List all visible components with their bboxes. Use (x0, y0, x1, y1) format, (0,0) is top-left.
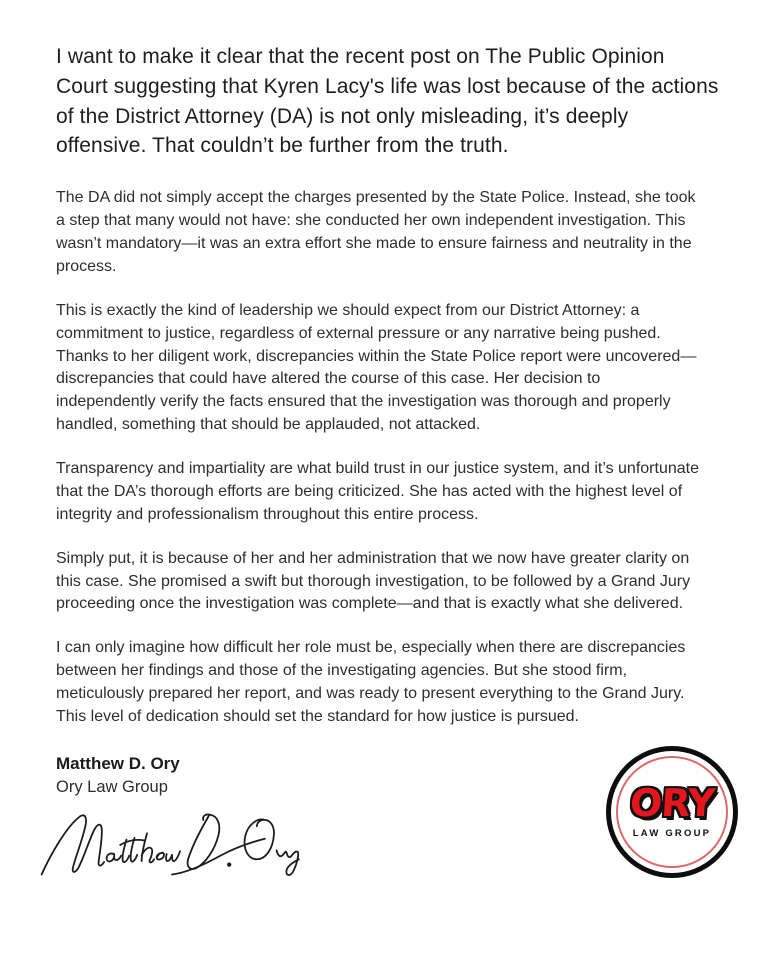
signer-organization: Ory Law Group (56, 777, 168, 796)
logo-inner-ring (616, 756, 728, 868)
logo-subtitle: LAW GROUP (632, 828, 712, 840)
statement-headline: I want to make it clear that the recent post on The Public Opinion Court suggesting that Kyren Lacy's life was lost because of the actions of the District Attorney (DA) is not only misleading, it’s deeply offensive. That couldn’t be further from the truth. (56, 45, 719, 158)
statement-paragraph: This is exactly the kind of leadership we should expect from our District Attorney: a commitment to justice, regardless of external pressure or any narrative being pushed. Thanks to her diligent work, discrepancies within the State Police report were uncovered—discrepancies that could have altered the course of this case. Her decision to independently verify the facts ensured that the investigation was thorough and properly handled, something that should be applauded, not attacked. (56, 301, 697, 434)
signer-info (56, 750, 306, 887)
ory-law-group-logo (606, 746, 738, 878)
statement-paragraph: The DA did not simply accept the charges presented by the State Police. Instead, she took a step that many would not have: she conducted her own independent investigation. This wasn’t mandatory—it was an extra effort she made to ensure fairness and neutrality in the process. (56, 189, 696, 275)
signer-name: Matthew D. Ory (56, 753, 180, 773)
statement-paragraph: Transparency and impartiality are what build trust in our justice system, and it’s unfortunate that the DA’s thorough efforts are being criticized. She has acted with the highest level of integrity and professionalism throughout this entire process. (56, 460, 699, 523)
logo-wordmark: ORY (628, 781, 716, 826)
signature-block (56, 750, 722, 887)
statement-paragraph: Simply put, it is because of her and her administration that we now have greater clarity on this case. She promised a swift but thorough investigation, to be followed by a Grand Jury proceeding once the investigation was complete—and that is exactly what she delivered. (56, 549, 691, 613)
statement-paragraph: I can only imagine how difficult her role must be, especially when there are discrepancies between her findings and those of the investigating agencies. But she stood firm, meticulously prepared her report, and was ready to present everything to the Grand Jury. This level of dedication should set the standard for how justice is pursued. (56, 639, 686, 725)
handwritten-signature-image (38, 803, 306, 887)
